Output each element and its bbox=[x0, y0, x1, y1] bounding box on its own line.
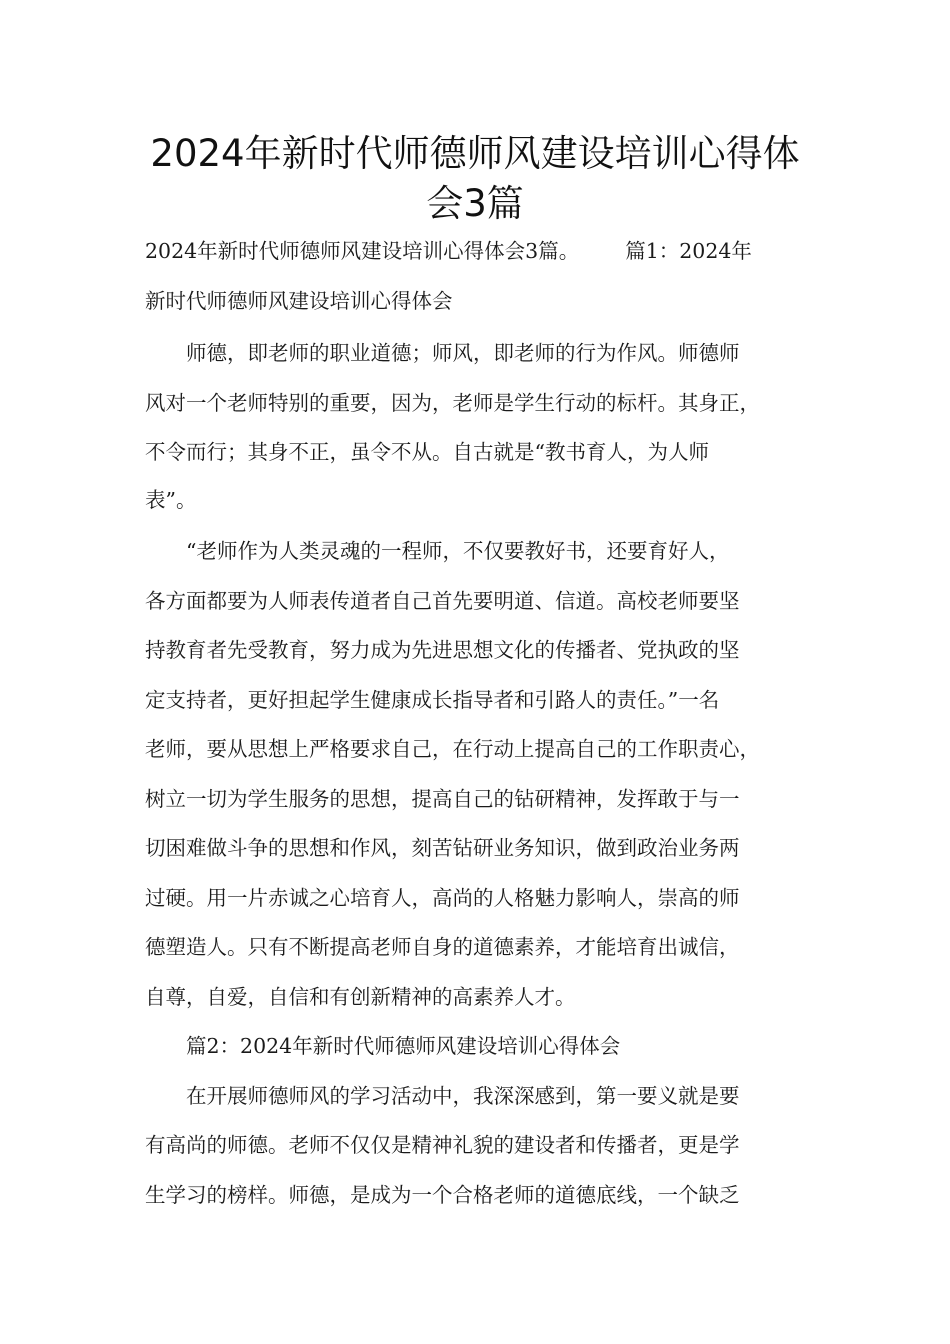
paragraph-2-line: 定支持者，更好担起学生健康成长指导者和引路人的责任。”一名 bbox=[145, 688, 720, 712]
paragraph-1-line: 表”。 bbox=[145, 488, 197, 512]
paragraph-1-line: 师德，即老师的职业道德；师风，即老师的行为作风。师德师 bbox=[145, 341, 740, 365]
paragraph-2-line: 树立一切为学生服务的思想，提高自己的钻研精神，发挥敢于与一 bbox=[145, 787, 740, 811]
section-2-heading: 篇2：2024年新时代师德师风建设培训心得体会 bbox=[145, 1034, 621, 1058]
paragraph-2-line: 德塑造人。只有不断提高老师自身的道德素养，才能培育出诚信， bbox=[145, 935, 740, 959]
paragraph-2-line: 过硬。用一片赤诚之心培育人，高尚的人格魅力影响人，崇高的师 bbox=[145, 886, 740, 910]
paragraph-2-line: 持教育者先受教育，努力成为先进思想文化的传播者、党执政的坚 bbox=[145, 638, 740, 662]
paragraph-1-line: 风对一个老师特别的重要，因为，老师是学生行动的标杆。其身正， bbox=[145, 391, 760, 415]
document-title-line-2: 会3篇 bbox=[426, 182, 524, 225]
paragraph-3-line: 生学习的榜样。师德，是成为一个合格老师的道德底线，一个缺乏 bbox=[145, 1183, 740, 1207]
paragraph-2-line: “老师作为人类灵魂的一程师，不仅要教好书，还要育好人， bbox=[145, 539, 730, 563]
paragraph-2-line: 切困难做斗争的思想和作风，刻苦钻研业务知识，做到政治业务两 bbox=[145, 836, 740, 860]
paragraph-2-line: 老师，要从思想上严格要求自己，在行动上提高自己的工作职责心， bbox=[145, 737, 760, 761]
document-title-line-1: 2024年新时代师德师风建设培训心得体 bbox=[150, 132, 800, 175]
intro-summary: 2024年新时代师德师风建设培训心得体会3篇。 bbox=[145, 239, 580, 263]
paragraph-2-line: 自尊，自爱，自信和有创新精神的高素养人才。 bbox=[145, 985, 576, 1009]
intro-line-2: 新时代师德师风建设培训心得体会 bbox=[145, 289, 453, 313]
section-1-label: 篇1：2024年 bbox=[625, 239, 752, 263]
paragraph-3-line: 在开展师德师风的学习活动中，我深深感到，第一要义就是要 bbox=[145, 1084, 740, 1108]
intro-line-1 bbox=[145, 238, 752, 264]
paragraph-1-line: 不令而行；其身不正，虽令不从。自古就是“教书育人，为人师 bbox=[145, 440, 709, 464]
paragraph-2-line: 各方面都要为人师表传道者自己首先要明道、信道。高校老师要坚 bbox=[145, 589, 740, 613]
paragraph-3-line: 有高尚的师德。老师不仅仅是精神礼貌的建设者和传播者，更是学 bbox=[145, 1133, 740, 1157]
